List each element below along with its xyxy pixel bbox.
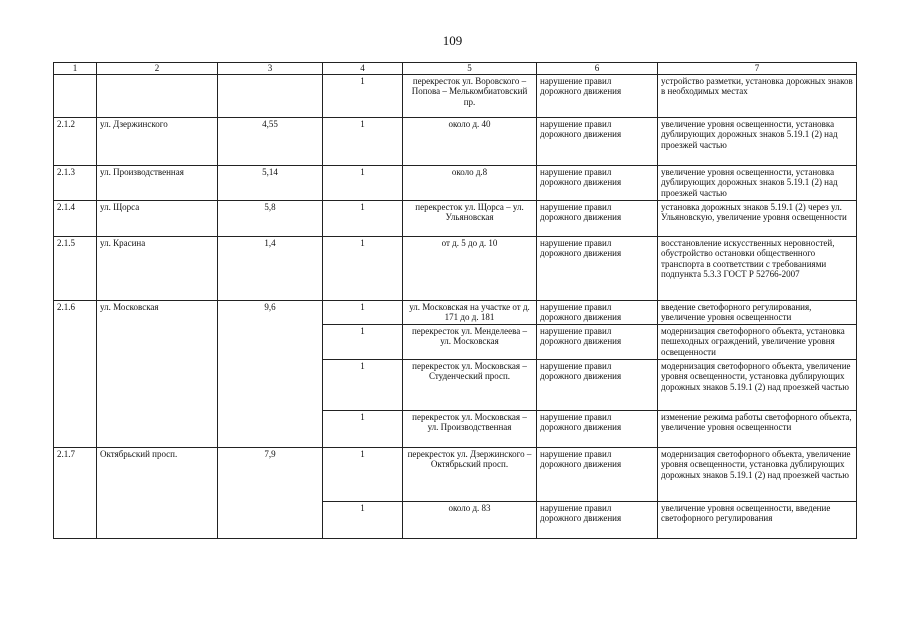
col-header: 3 [218,63,323,75]
table-row [54,165,857,200]
cell-length: 5,14 [218,165,323,200]
cell-length [218,74,323,117]
cell-count: 1 [323,200,403,236]
table-row [54,74,857,117]
cell-street [97,74,218,117]
table-row [54,236,857,300]
cell-street: ул. Дзержинского [97,117,218,165]
cell-count: 1 [323,236,403,300]
cell-location: около д.8 [403,165,537,200]
cell-cause: нарушение правил дорожного движения [537,410,658,447]
col-header: 7 [658,63,857,75]
cell-location: перекресток ул. Менделеева – ул. Московская [403,324,537,359]
cell-count: 1 [323,117,403,165]
cell-number: 2.1.7 [54,447,97,538]
cell-length: 4,55 [218,117,323,165]
cell-measures: восстановление искусственных неровностей, обустройство остановки общественного транспорта в соответствии с требованиями подпункта 5.3.3 ГОСТ Р 52766-2007 [658,236,857,300]
cell-count: 1 [323,410,403,447]
table-row [54,200,857,236]
cell-measures: увеличение уровня освещенности, введение светофорного регулирования [658,501,857,538]
cell-street: ул. Производственная [97,165,218,200]
cell-measures: увеличение уровня освещенности, установка дублирующих дорожных знаков 5.19.1 (2) над проезжей частью [658,117,857,165]
cell-length: 9,6 [218,300,323,447]
cell-location: около д. 40 [403,117,537,165]
cell-number: 2.1.3 [54,165,97,200]
cell-number: 2.1.4 [54,200,97,236]
col-header: 5 [403,63,537,75]
cell-measures: введение светофорного регулирования, увеличение уровня освещенности [658,300,857,324]
cell-count: 1 [323,359,403,410]
col-header: 6 [537,63,658,75]
cell-cause: нарушение правил дорожного движения [537,236,658,300]
cell-cause: нарушение правил дорожного движения [537,165,658,200]
cell-cause: нарушение правил дорожного движения [537,359,658,410]
cell-location: от д. 5 до д. 10 [403,236,537,300]
data-table [53,62,857,539]
cell-count: 1 [323,74,403,117]
cell-count: 1 [323,300,403,324]
cell-cause: нарушение правил дорожного движения [537,447,658,501]
header-row [54,63,857,75]
cell-measures: установка дорожных знаков 5.19.1 (2) через ул. Ульяновскую, увеличение уровня освещенности [658,200,857,236]
cell-location: перекресток ул. Щорса – ул. Ульяновская [403,200,537,236]
cell-street: Октябрьский просп. [97,447,218,538]
cell-cause: нарушение правил дорожного движения [537,324,658,359]
cell-cause: нарушение правил дорожного движения [537,300,658,324]
col-header: 1 [54,63,97,75]
cell-measures: изменение режима работы светофорного объекта, увеличение уровня освещенности [658,410,857,447]
cell-location: перекресток ул. Воровского – Попова – Мелькомбиатовский пр. [403,74,537,117]
cell-number: 2.1.5 [54,236,97,300]
cell-number [54,74,97,117]
cell-measures: увеличение уровня освещенности, установка дублирующих дорожных знаков 5.19.1 (2) над проезжей частью [658,165,857,200]
cell-count: 1 [323,324,403,359]
cell-length: 1,4 [218,236,323,300]
cell-location: перекресток ул. Дзержинского – Октябрьский просп. [403,447,537,501]
cell-location: около д. 83 [403,501,537,538]
cell-count: 1 [323,447,403,501]
cell-measures: устройство разметки, установка дорожных знаков в необходимых местах [658,74,857,117]
cell-cause: нарушение правил дорожного движения [537,74,658,117]
cell-cause: нарушение правил дорожного движения [537,200,658,236]
table-row [54,300,857,324]
cell-cause: нарушение правил дорожного движения [537,117,658,165]
col-header: 4 [323,63,403,75]
cell-street: ул. Красина [97,236,218,300]
table-row [54,447,857,501]
cell-location: перекресток ул. Московская – ул. Производственная [403,410,537,447]
cell-street: ул. Щорса [97,200,218,236]
cell-count: 1 [323,501,403,538]
col-header: 2 [97,63,218,75]
cell-location: ул. Московская на участке от д. 171 до д. 181 [403,300,537,324]
cell-number: 2.1.6 [54,300,97,447]
cell-street: ул. Московская [97,300,218,447]
cell-measures: модернизация светофорного объекта, увеличение уровня освещенности, установка дублирующих дорожных знаков 5.19.1 (2) над проезжей частью [658,447,857,501]
cell-count: 1 [323,165,403,200]
cell-cause: нарушение правил дорожного движения [537,501,658,538]
cell-length: 5,8 [218,200,323,236]
cell-location: перекресток ул. Московская – Студенческий просп. [403,359,537,410]
page-number: 109 [442,33,463,48]
cell-measures: модернизация светофорного объекта, увеличение уровня освещенности, установка дублирующих дорожных знаков 5.19.1 (2) над проезжей частью [658,359,857,410]
cell-measures: модернизация светофорного объекта, установка пешеходных ограждений, увеличение уровня освещенности [658,324,857,359]
cell-number: 2.1.2 [54,117,97,165]
table-row [54,117,857,165]
cell-length: 7,9 [218,447,323,538]
